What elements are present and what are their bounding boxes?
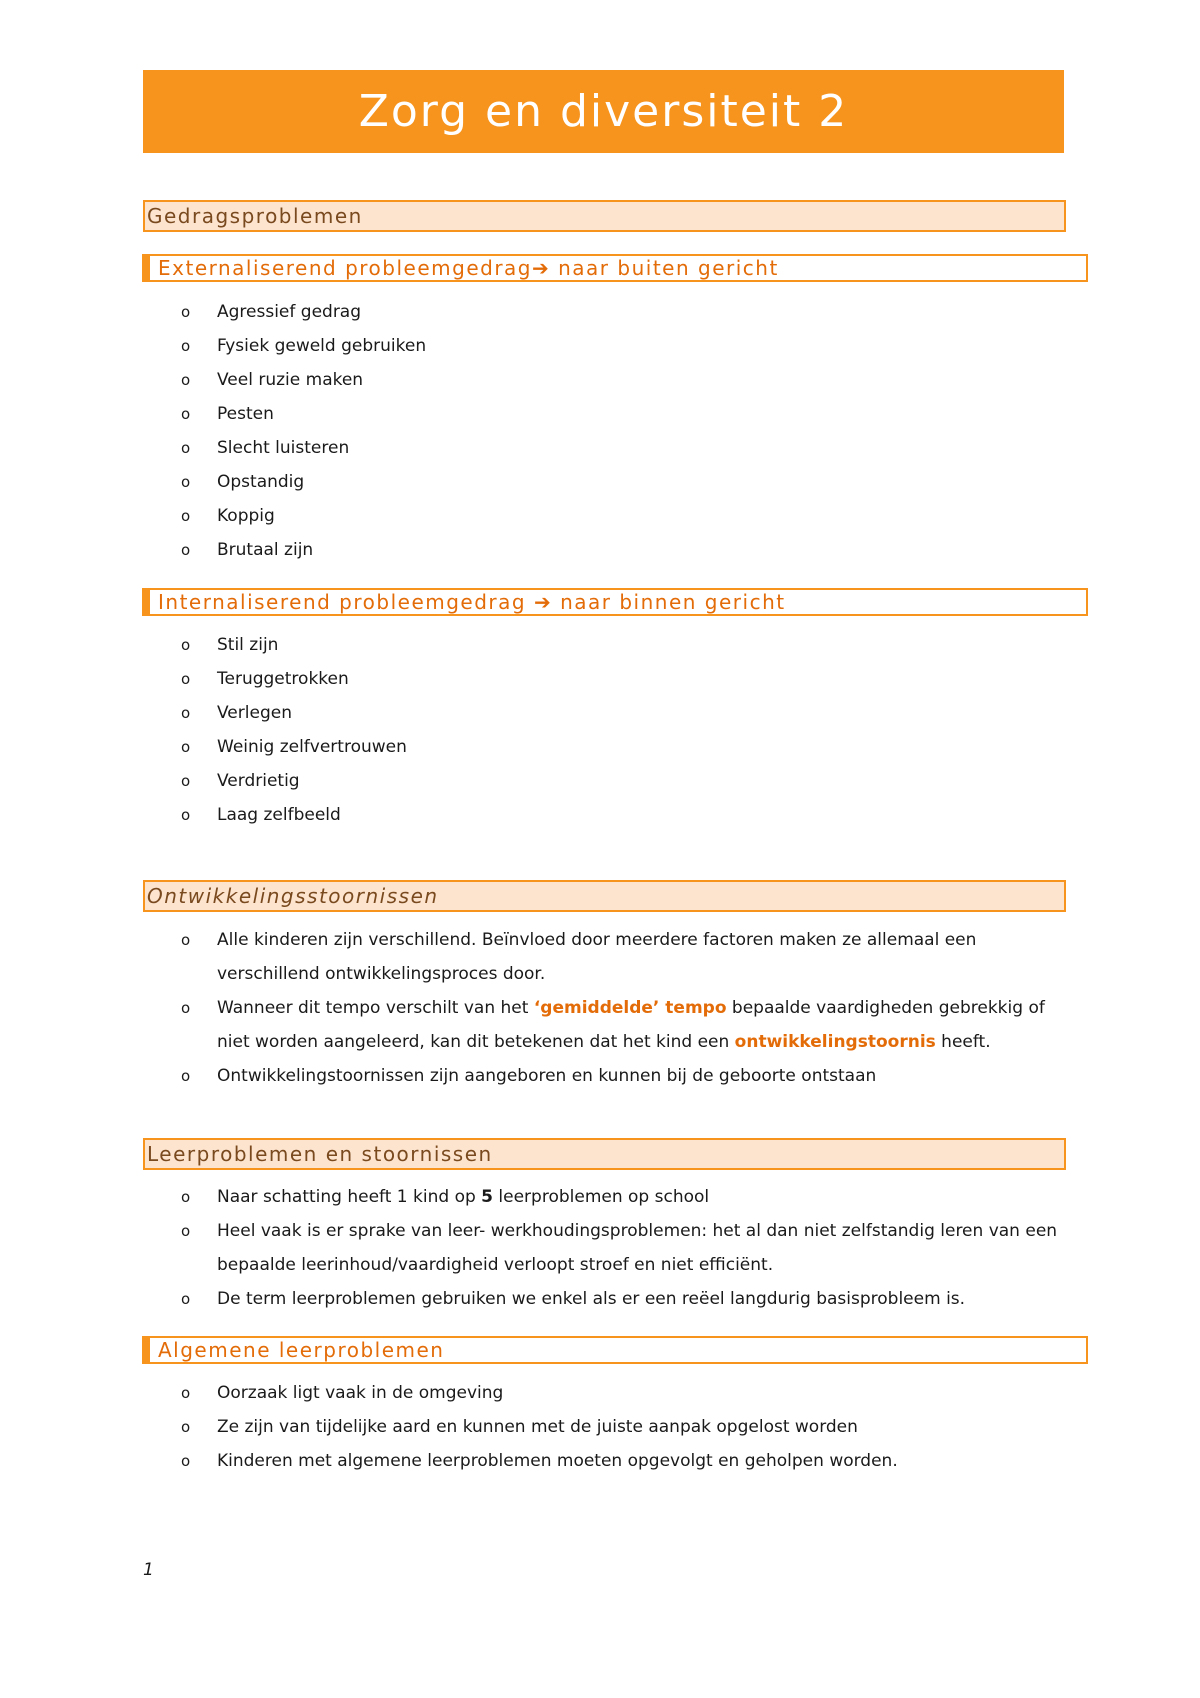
bullet-icon: o	[181, 405, 191, 423]
heading-externaliserend: Externaliserend probleemgedrag➔ naar buiten gericht	[142, 254, 1088, 282]
list-item: o Pesten	[0, 397, 1077, 431]
heading-internaliserend: Internaliserend probleemgedrag ➔ naar binnen gericht	[142, 588, 1088, 616]
document-title: Zorg en diversiteit 2	[358, 86, 849, 137]
bullet-icon: o	[181, 704, 191, 722]
list-item: o Verdrietig	[0, 764, 1077, 798]
list-item: o Ze zijn van tijdelijke aard en kunnen met de juiste aanpak opgelost worden	[0, 1410, 1077, 1444]
list-item: o De term leerproblemen gebruiken we enkel als er een reëel langdurig basisprobleem is.	[0, 1282, 1077, 1316]
highlight-gemiddelde-tempo: ‘gemiddelde’ tempo	[533, 998, 727, 1018]
bullet-icon: o	[181, 439, 191, 457]
bullet-icon: o	[181, 1452, 191, 1470]
bullet-icon: o	[181, 636, 191, 654]
list-item: o Wanneer dit tempo verschilt van het ‘gemiddelde’ tempo bepaalde vaardigheden gebrekkig of niet worden aangeleerd, kan dit betekenen dat het kind een ontwikkelingstoornis heeft.	[0, 991, 1077, 1059]
list-item: o Agressief gedrag	[0, 295, 1077, 329]
bullet-icon: o	[181, 1067, 191, 1085]
bullet-icon: o	[181, 806, 191, 824]
list-algemene-leerproblemen	[0, 1376, 1200, 1478]
list-item: o Fysiek geweld gebruiken	[0, 329, 1077, 363]
list-externaliserend	[0, 295, 1200, 567]
list-ontwikkelingsstoornissen	[0, 923, 1200, 1093]
bullet-icon: o	[181, 931, 191, 949]
list-item: o Ontwikkelingstoornissen zijn aangeboren en kunnen bij de geboorte ontstaan	[0, 1059, 1077, 1093]
list-item: o Brutaal zijn	[0, 533, 1077, 567]
bullet-icon: o	[181, 303, 191, 321]
heading-leerproblemen: Leerproblemen en stoornissen	[143, 1138, 1066, 1170]
highlight-ontwikkelingstoornis: ontwikkelingstoornis	[734, 1032, 936, 1052]
list-item: o Kinderen met algemene leerproblemen moeten opgevolgt en geholpen worden.	[0, 1444, 1077, 1478]
bullet-icon: o	[181, 541, 191, 559]
list-item: o Koppig	[0, 499, 1077, 533]
list-leerproblemen	[0, 1180, 1200, 1316]
list-item: o Weinig zelfvertrouwen	[0, 730, 1077, 764]
bullet-icon: o	[181, 473, 191, 491]
bullet-icon: o	[181, 337, 191, 355]
list-item: o Naar schatting heeft 1 kind op 5 leerproblemen op school	[0, 1180, 1077, 1214]
bullet-icon: o	[181, 670, 191, 688]
bullet-icon: o	[181, 1188, 191, 1206]
bullet-icon: o	[181, 772, 191, 790]
bullet-icon: o	[181, 738, 191, 756]
heading-algemene-leerproblemen: Algemene leerproblemen	[142, 1336, 1088, 1364]
list-item: o Laag zelfbeeld	[0, 798, 1077, 832]
list-internaliserend	[0, 628, 1200, 832]
list-item: o Alle kinderen zijn verschillend. Beïnvloed door meerdere factoren maken ze allemaal een verschillend ontwikkelingsproces door.	[0, 923, 1077, 991]
list-item: o Heel vaak is er sprake van leer- werkhoudingsproblemen: het al dan niet zelfstandig leren van een bepaalde leerinhoud/vaardigheid verloopt stroef en niet efficiënt.	[0, 1214, 1077, 1282]
document-title-banner	[143, 70, 1064, 153]
list-item: o Slecht luisteren	[0, 431, 1077, 465]
page-number: 1	[143, 1560, 154, 1580]
list-item: o Opstandig	[0, 465, 1077, 499]
bullet-icon: o	[181, 999, 191, 1017]
bullet-icon: o	[181, 1290, 191, 1308]
bullet-icon: o	[181, 371, 191, 389]
heading-gedragsproblemen: Gedragsproblemen	[143, 200, 1066, 232]
list-item: o Stil zijn	[0, 628, 1077, 662]
bullet-icon: o	[181, 1384, 191, 1402]
heading-ontwikkelingsstoornissen: Ontwikkelingsstoornissen	[143, 880, 1066, 912]
list-item: o Veel ruzie maken	[0, 363, 1077, 397]
bullet-icon: o	[181, 1418, 191, 1436]
bullet-icon: o	[181, 507, 191, 525]
list-item: o Oorzaak ligt vaak in de omgeving	[0, 1376, 1077, 1410]
list-item: o Verlegen	[0, 696, 1077, 730]
bullet-icon: o	[181, 1222, 191, 1240]
list-item: o Teruggetrokken	[0, 662, 1077, 696]
